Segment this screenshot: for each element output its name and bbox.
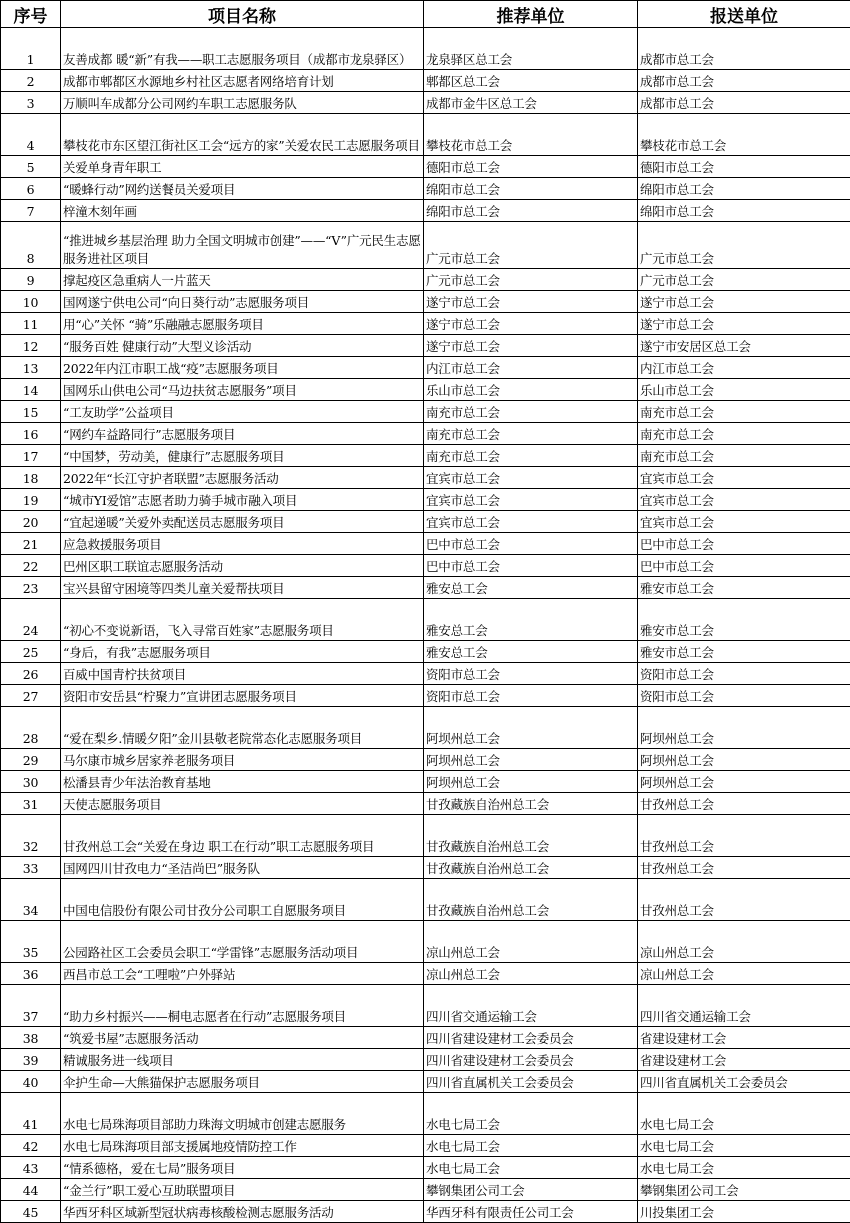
- num-cell: 41: [1, 1093, 61, 1135]
- table-row: [1, 1071, 850, 1093]
- table-row: [1, 555, 850, 577]
- submit-cell: 水电七局工会: [638, 1093, 850, 1135]
- table-row: [1, 599, 850, 641]
- table-row: [1, 357, 850, 379]
- recommend-cell: 广元市总工会: [424, 222, 638, 269]
- name-cell: 2022年内江市职工战“疫”志愿服务项目: [61, 357, 424, 379]
- submit-cell: 成都市总工会: [638, 70, 850, 92]
- submit-cell: 南充市总工会: [638, 423, 850, 445]
- recommend-cell: 乐山市总工会: [424, 379, 638, 401]
- num-cell: 16: [1, 423, 61, 445]
- submit-cell: 成都市总工会: [638, 28, 850, 70]
- name-cell: 国网遂宁供电公司“向日葵行动”志愿服务项目: [61, 291, 424, 313]
- name-cell: 百威中国青柠扶贫项目: [61, 663, 424, 685]
- num-cell: 5: [1, 156, 61, 178]
- recommend-cell: 阿坝州总工会: [424, 749, 638, 771]
- name-cell: “暖蜂行动”网约送餐员关爱项目: [61, 178, 424, 200]
- table-row: [1, 291, 850, 313]
- table-row: [1, 92, 850, 114]
- name-cell: 伞护生命—大熊猫保护志愿服务项目: [61, 1071, 424, 1093]
- table-row: [1, 156, 850, 178]
- num-cell: 10: [1, 291, 61, 313]
- num-cell: 4: [1, 114, 61, 156]
- name-cell: “金兰行”职工爱心互助联盟项目: [61, 1179, 424, 1201]
- name-cell: 友善成都 暖“新”有我——职工志愿服务项目（成都市龙泉驿区）: [61, 28, 424, 70]
- submit-cell: 遂宁市总工会: [638, 291, 850, 313]
- name-cell: 华西牙科区域新型冠状病毒核酸检测志愿服务活动: [61, 1201, 424, 1223]
- submit-cell: 甘孜州总工会: [638, 879, 850, 921]
- num-cell: 20: [1, 511, 61, 533]
- submit-cell: 阿坝州总工会: [638, 771, 850, 793]
- submit-cell: 巴中市总工会: [638, 533, 850, 555]
- submit-cell: 宜宾市总工会: [638, 511, 850, 533]
- table-row: [1, 178, 850, 200]
- name-cell: 宝兴县留守困境等四类儿童关爱帮扶项目: [61, 577, 424, 599]
- table-row: [1, 749, 850, 771]
- submit-cell: 甘孜州总工会: [638, 857, 850, 879]
- recommend-cell: 水电七局工会: [424, 1157, 638, 1179]
- table-row: [1, 771, 850, 793]
- header-name: 项目名称: [61, 1, 424, 28]
- name-cell: “网约车益路同行”志愿服务项目: [61, 423, 424, 445]
- table-row: [1, 489, 850, 511]
- name-cell: “宜起递暖”关爱外卖配送员志愿服务项目: [61, 511, 424, 533]
- table-row: [1, 28, 850, 70]
- table-row: [1, 1093, 850, 1135]
- recommend-cell: 甘孜藏族自治州总工会: [424, 879, 638, 921]
- table-row: [1, 335, 850, 357]
- submit-cell: 雅安市总工会: [638, 599, 850, 641]
- submit-cell: 德阳市总工会: [638, 156, 850, 178]
- table-row: [1, 685, 850, 707]
- name-cell: 万顺叫车成都分公司网约车职工志愿服务队: [61, 92, 424, 114]
- name-cell: “城市YI爱馆”志愿者助力骑手城市融入项目: [61, 489, 424, 511]
- table-row: [1, 879, 850, 921]
- recommend-cell: 南充市总工会: [424, 445, 638, 467]
- name-cell: 马尔康市城乡居家养老服务项目: [61, 749, 424, 771]
- table-row: [1, 467, 850, 489]
- recommend-cell: 凉山州总工会: [424, 921, 638, 963]
- recommend-cell: 水电七局工会: [424, 1135, 638, 1157]
- submit-cell: 宜宾市总工会: [638, 489, 850, 511]
- recommend-cell: 南充市总工会: [424, 401, 638, 423]
- name-cell: 资阳市安岳县“柠聚力”宣讲团志愿服务项目: [61, 685, 424, 707]
- num-cell: 21: [1, 533, 61, 555]
- num-cell: 27: [1, 685, 61, 707]
- table-row: [1, 1179, 850, 1201]
- header-row: [1, 1, 850, 28]
- num-cell: 30: [1, 771, 61, 793]
- submit-cell: 南充市总工会: [638, 401, 850, 423]
- num-cell: 37: [1, 985, 61, 1027]
- recommend-cell: 攀钢集团公司工会: [424, 1179, 638, 1201]
- num-cell: 2: [1, 70, 61, 92]
- name-cell: 精诚服务进一线项目: [61, 1049, 424, 1071]
- name-cell: 用“心”关怀 “骑”乐融融志愿服务项目: [61, 313, 424, 335]
- num-cell: 32: [1, 815, 61, 857]
- name-cell: 巴州区职工联谊志愿服务活动: [61, 555, 424, 577]
- submit-cell: 绵阳市总工会: [638, 178, 850, 200]
- num-cell: 29: [1, 749, 61, 771]
- num-cell: 26: [1, 663, 61, 685]
- name-cell: 撑起疫区急重病人一片蓝天: [61, 269, 424, 291]
- recommend-cell: 雅安总工会: [424, 641, 638, 663]
- num-cell: 8: [1, 222, 61, 269]
- recommend-cell: 甘孜藏族自治州总工会: [424, 857, 638, 879]
- num-cell: 38: [1, 1027, 61, 1049]
- submit-cell: 四川省直属机关工会委员会: [638, 1071, 850, 1093]
- num-cell: 43: [1, 1157, 61, 1179]
- num-cell: 40: [1, 1071, 61, 1093]
- submit-cell: 甘孜州总工会: [638, 793, 850, 815]
- num-cell: 18: [1, 467, 61, 489]
- submit-cell: 遂宁市总工会: [638, 313, 850, 335]
- num-cell: 15: [1, 401, 61, 423]
- name-cell: “筑爱书屋”志愿服务活动: [61, 1027, 424, 1049]
- recommend-cell: 甘孜藏族自治州总工会: [424, 793, 638, 815]
- header-submit: 报送单位: [638, 1, 850, 28]
- recommend-cell: 资阳市总工会: [424, 685, 638, 707]
- num-cell: 35: [1, 921, 61, 963]
- table-row: [1, 663, 850, 685]
- recommend-cell: 阿坝州总工会: [424, 771, 638, 793]
- name-cell: 水电七局珠海项目部助力珠海文明城市创建志愿服务: [61, 1093, 424, 1135]
- table-row: [1, 577, 850, 599]
- submit-cell: 阿坝州总工会: [638, 749, 850, 771]
- table-row: [1, 1157, 850, 1179]
- submit-cell: 遂宁市安居区总工会: [638, 335, 850, 357]
- header-recommend: 推荐单位: [424, 1, 638, 28]
- table-row: [1, 1201, 850, 1223]
- name-cell: 梓潼木刻年画: [61, 200, 424, 222]
- num-cell: 17: [1, 445, 61, 467]
- num-cell: 33: [1, 857, 61, 879]
- name-cell: 国网四川甘孜电力“圣洁尚巴”服务队: [61, 857, 424, 879]
- recommend-cell: 巴中市总工会: [424, 555, 638, 577]
- name-cell: “推进城乡基层治理 助力全国文明城市创建”——“V”广元民生志愿服务进社区项目: [61, 222, 424, 269]
- table-row: [1, 114, 850, 156]
- num-cell: 11: [1, 313, 61, 335]
- num-cell: 39: [1, 1049, 61, 1071]
- submit-cell: 资阳市总工会: [638, 663, 850, 685]
- submit-cell: 内江市总工会: [638, 357, 850, 379]
- submit-cell: 绵阳市总工会: [638, 200, 850, 222]
- table-row: [1, 533, 850, 555]
- recommend-cell: 南充市总工会: [424, 423, 638, 445]
- recommend-cell: 四川省交通运输工会: [424, 985, 638, 1027]
- table-row: [1, 222, 850, 269]
- name-cell: 应急救援服务项目: [61, 533, 424, 555]
- submit-cell: 攀枝花市总工会: [638, 114, 850, 156]
- recommend-cell: 绵阳市总工会: [424, 178, 638, 200]
- recommend-cell: 遂宁市总工会: [424, 291, 638, 313]
- submit-cell: 凉山州总工会: [638, 963, 850, 985]
- table-row: [1, 793, 850, 815]
- table-row: [1, 815, 850, 857]
- submit-cell: 广元市总工会: [638, 222, 850, 269]
- submit-cell: 凉山州总工会: [638, 921, 850, 963]
- table-row: [1, 379, 850, 401]
- table-row: [1, 70, 850, 92]
- num-cell: 42: [1, 1135, 61, 1157]
- recommend-cell: 广元市总工会: [424, 269, 638, 291]
- header-num: 序号: [1, 1, 61, 28]
- recommend-cell: 成都市金牛区总工会: [424, 92, 638, 114]
- name-cell: “助力乡村振兴——桐电志愿者在行动”志愿服务项目: [61, 985, 424, 1027]
- num-cell: 25: [1, 641, 61, 663]
- num-cell: 31: [1, 793, 61, 815]
- submit-cell: 南充市总工会: [638, 445, 850, 467]
- recommend-cell: 巴中市总工会: [424, 533, 638, 555]
- table-row: [1, 985, 850, 1027]
- recommend-cell: 四川省直属机关工会委员会: [424, 1071, 638, 1093]
- submit-cell: 四川省交通运输工会: [638, 985, 850, 1027]
- name-cell: “服务百姓 健康行动”大型义诊活动: [61, 335, 424, 357]
- num-cell: 23: [1, 577, 61, 599]
- table-row: [1, 401, 850, 423]
- table-row: [1, 269, 850, 291]
- table-row: [1, 200, 850, 222]
- num-cell: 6: [1, 178, 61, 200]
- recommend-cell: 德阳市总工会: [424, 156, 638, 178]
- name-cell: 甘孜州总工会“关爱在身边 职工在行动”职工志愿服务项目: [61, 815, 424, 857]
- submit-cell: 水电七局工会: [638, 1135, 850, 1157]
- recommend-cell: 遂宁市总工会: [424, 313, 638, 335]
- submit-cell: 乐山市总工会: [638, 379, 850, 401]
- num-cell: 45: [1, 1201, 61, 1223]
- table-row: [1, 921, 850, 963]
- num-cell: 34: [1, 879, 61, 921]
- name-cell: “初心不变说新语，飞入寻常百姓家”志愿服务项目: [61, 599, 424, 641]
- name-cell: 公园路社区工会委员会职工“学雷锋”志愿服务活动项目: [61, 921, 424, 963]
- table-row: [1, 445, 850, 467]
- num-cell: 9: [1, 269, 61, 291]
- name-cell: 国网乐山供电公司“马边扶贫志愿服务”项目: [61, 379, 424, 401]
- recommend-cell: 龙泉驿区总工会: [424, 28, 638, 70]
- recommend-cell: 凉山州总工会: [424, 963, 638, 985]
- num-cell: 28: [1, 707, 61, 749]
- recommend-cell: 资阳市总工会: [424, 663, 638, 685]
- table-row: [1, 1027, 850, 1049]
- num-cell: 1: [1, 28, 61, 70]
- num-cell: 24: [1, 599, 61, 641]
- recommend-cell: 宜宾市总工会: [424, 467, 638, 489]
- recommend-cell: 水电七局工会: [424, 1093, 638, 1135]
- recommend-cell: 郫都区总工会: [424, 70, 638, 92]
- num-cell: 14: [1, 379, 61, 401]
- submit-cell: 川投集团工会: [638, 1201, 850, 1223]
- table-row: [1, 963, 850, 985]
- submit-cell: 阿坝州总工会: [638, 707, 850, 749]
- name-cell: 松潘县青少年法治教育基地: [61, 771, 424, 793]
- name-cell: 天使志愿服务项目: [61, 793, 424, 815]
- name-cell: 2022年“长江守护者联盟”志愿服务活动: [61, 467, 424, 489]
- name-cell: “情系德格，爱在七局”服务项目: [61, 1157, 424, 1179]
- recommend-cell: 华西牙科有限责任公司工会: [424, 1201, 638, 1223]
- recommend-cell: 四川省建设建材工会委员会: [424, 1049, 638, 1071]
- name-cell: “中国梦，劳动美，健康行”志愿服务项目: [61, 445, 424, 467]
- name-cell: “爱在梨乡.情暖夕阳”金川县敬老院常态化志愿服务项目: [61, 707, 424, 749]
- submit-cell: 省建设建材工会: [638, 1049, 850, 1071]
- table-row: [1, 511, 850, 533]
- name-cell: “身后，有我”志愿服务项目: [61, 641, 424, 663]
- submit-cell: 省建设建材工会: [638, 1027, 850, 1049]
- name-cell: 中国电信股份有限公司甘孜分公司职工自愿服务项目: [61, 879, 424, 921]
- submit-cell: 水电七局工会: [638, 1157, 850, 1179]
- submit-cell: 雅安市总工会: [638, 577, 850, 599]
- recommend-cell: 绵阳市总工会: [424, 200, 638, 222]
- submit-cell: 广元市总工会: [638, 269, 850, 291]
- recommend-cell: 宜宾市总工会: [424, 511, 638, 533]
- recommend-cell: 甘孜藏族自治州总工会: [424, 815, 638, 857]
- table-row: [1, 857, 850, 879]
- table-body: [1, 28, 850, 1223]
- recommend-cell: 雅安总工会: [424, 577, 638, 599]
- name-cell: 成都市郫都区水源地乡村社区志愿者网络培育计划: [61, 70, 424, 92]
- num-cell: 22: [1, 555, 61, 577]
- submit-cell: 巴中市总工会: [638, 555, 850, 577]
- table-row: [1, 707, 850, 749]
- name-cell: 西昌市总工会“工哩啦”户外驿站: [61, 963, 424, 985]
- name-cell: 水电七局珠海项目部支援属地疫情防控工作: [61, 1135, 424, 1157]
- submit-cell: 雅安市总工会: [638, 641, 850, 663]
- recommend-cell: 攀枝花市总工会: [424, 114, 638, 156]
- recommend-cell: 内江市总工会: [424, 357, 638, 379]
- num-cell: 13: [1, 357, 61, 379]
- submit-cell: 成都市总工会: [638, 92, 850, 114]
- num-cell: 3: [1, 92, 61, 114]
- num-cell: 7: [1, 200, 61, 222]
- submit-cell: 宜宾市总工会: [638, 467, 850, 489]
- name-cell: 攀枝花市东区望江街社区工会“远方的家”关爱农民工志愿服务项目: [61, 114, 424, 156]
- num-cell: 19: [1, 489, 61, 511]
- table-row: [1, 641, 850, 663]
- num-cell: 12: [1, 335, 61, 357]
- submit-cell: 资阳市总工会: [638, 685, 850, 707]
- table-row: [1, 423, 850, 445]
- name-cell: “工友助学”公益项目: [61, 401, 424, 423]
- recommend-cell: 雅安总工会: [424, 599, 638, 641]
- recommend-cell: 四川省建设建材工会委员会: [424, 1027, 638, 1049]
- table-row: [1, 313, 850, 335]
- recommend-cell: 遂宁市总工会: [424, 335, 638, 357]
- table-row: [1, 1135, 850, 1157]
- submit-cell: 攀钢集团公司工会: [638, 1179, 850, 1201]
- table-row: [1, 1049, 850, 1071]
- name-cell: 关爱单身青年职工: [61, 156, 424, 178]
- recommend-cell: 宜宾市总工会: [424, 489, 638, 511]
- recommend-cell: 阿坝州总工会: [424, 707, 638, 749]
- num-cell: 44: [1, 1179, 61, 1201]
- submit-cell: 甘孜州总工会: [638, 815, 850, 857]
- num-cell: 36: [1, 963, 61, 985]
